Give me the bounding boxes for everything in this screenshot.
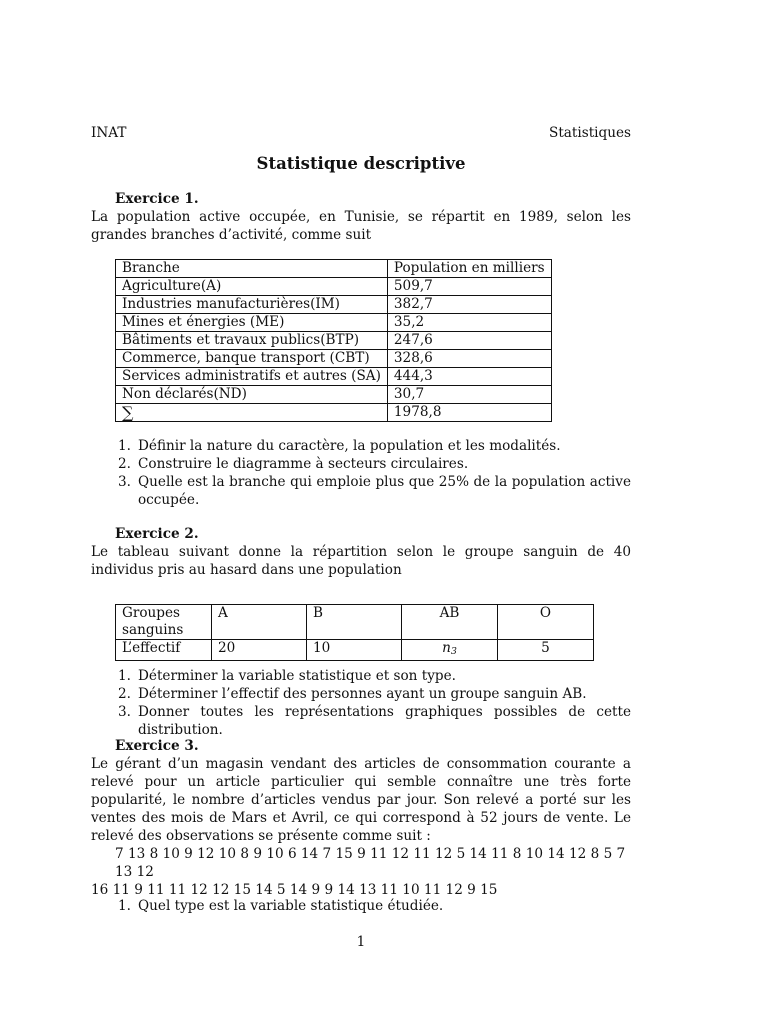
table-row: [116, 368, 552, 386]
list-item: 1. Déterminer la variable statistique et son type.: [118, 668, 456, 684]
exercise-3-data-line-2: 16 11 9 11 11 12 12 15 14 5 14 9 9 14 13 11 10 11 12 9 15: [91, 882, 498, 898]
table-row: [116, 350, 552, 368]
page-header: [91, 124, 631, 142]
exercise-1-intro: La population active occupée, en Tunisie, se répartit en 1989, selon les grandes branches d’activité, comme suit: [91, 209, 631, 243]
exercise-2-title: Exercice 2.: [115, 526, 199, 542]
exercise-1-title: Exercice 1.: [115, 191, 199, 207]
table-cell: Agriculture(A): [116, 278, 388, 296]
list-item: 1. Quel type est la variable statistique étudiée.: [118, 898, 444, 914]
exercise-3: [91, 737, 631, 899]
table-row: [116, 278, 552, 296]
table-header-cell: A: [212, 605, 307, 640]
exercise-1-questions: [91, 437, 631, 509]
table-cell: Bâtiments et travaux publics(BTP): [116, 332, 388, 350]
table-header-cell: B: [307, 605, 402, 640]
table-row: [116, 640, 594, 661]
list-item: 2. Déterminer l’effectif des personnes ayant un groupe sanguin AB.: [118, 686, 587, 702]
table-cell: Non déclarés(ND): [116, 386, 388, 404]
list-item: 3. Quelle est la branche qui emploie plus que 25% de la population active occupée.: [118, 474, 631, 508]
exercise-3-title: Exercice 3.: [115, 738, 199, 754]
table-row: [116, 296, 552, 314]
table-header-row: [116, 260, 552, 278]
exercise-2: [91, 525, 631, 579]
table-cell: 35,2: [387, 314, 551, 332]
list-item: 3. Donner toutes les représentations graphiques possibles de cette distribution.: [118, 704, 631, 738]
table-cell: 20: [212, 640, 307, 661]
table-header-cell: O: [498, 605, 594, 640]
table-cell: 5: [498, 640, 594, 661]
table-cell: Mines et énergies (ME): [116, 314, 388, 332]
table-row: [116, 605, 594, 640]
table-cell: $n_3$: [402, 640, 498, 661]
header-left: INAT: [91, 125, 127, 141]
blood-group-table: [115, 604, 594, 661]
page-number: 1: [356, 934, 366, 950]
table-cell: Industries manufacturières(IM): [116, 296, 388, 314]
table-cell: 247,6: [387, 332, 551, 350]
table-cell: 382,7: [387, 296, 551, 314]
table-cell: 444,3: [387, 368, 551, 386]
exercise-2-questions: [91, 667, 631, 739]
table-cell: 30,7: [387, 386, 551, 404]
table-header-cell: Groupes sanguins: [116, 605, 212, 640]
table-row: [116, 386, 552, 404]
table-total-row: [116, 404, 552, 422]
exercise-3-intro: Le gérant d’un magasin vendant des articles de consommation courante a relevé pour un article particulier qui semble connaître une très forte popularité, le nombre d’articles vendus par jour. Son relevé a porté sur les ventes des mois de Mars et Avril, ce qui correspond à 52 jours de vente. Le relevé des observations se présente comme suit :: [91, 756, 631, 844]
table-cell: Services administratifs et autres (SA): [116, 368, 388, 386]
activity-table-wrapper: [91, 259, 631, 422]
activity-table: [115, 259, 552, 422]
list-item: 2. Construire le diagramme à secteurs circulaires.: [118, 456, 469, 472]
exercise-2-intro: Le tableau suivant donne la répartition selon le groupe sanguin de 40 individus pris au hasard dans une population: [91, 544, 631, 578]
table-header-cell: AB: [402, 605, 498, 640]
exercise-3-questions: [91, 897, 631, 915]
table-cell: 1978,8: [387, 404, 551, 422]
list-item: 1. Définir la nature du caractère, la population et les modalités.: [118, 438, 561, 454]
table-header-cell: Branche: [116, 260, 388, 278]
sum-symbol: ∑: [116, 404, 388, 422]
table-cell: 509,7: [387, 278, 551, 296]
table-cell: Commerce, banque transport (CBT): [116, 350, 388, 368]
document-title: Statistique descriptive: [256, 154, 466, 173]
table-row: [116, 314, 552, 332]
blood-table-wrapper: [91, 604, 631, 661]
header-right: Statistiques: [549, 125, 631, 141]
exercise-1: [91, 190, 631, 244]
table-cell: 328,6: [387, 350, 551, 368]
table-header-cell: Population en milliers: [387, 260, 551, 278]
table-row: [116, 332, 552, 350]
exercise-3-data-line-1: 7 13 8 10 9 12 10 8 9 10 6 14 7 15 9 11 12 11 12 5 14 11 8 10 14 12 8 5 7 13 12: [115, 846, 626, 880]
table-cell: L’effectif: [116, 640, 212, 661]
table-cell: 10: [307, 640, 402, 661]
